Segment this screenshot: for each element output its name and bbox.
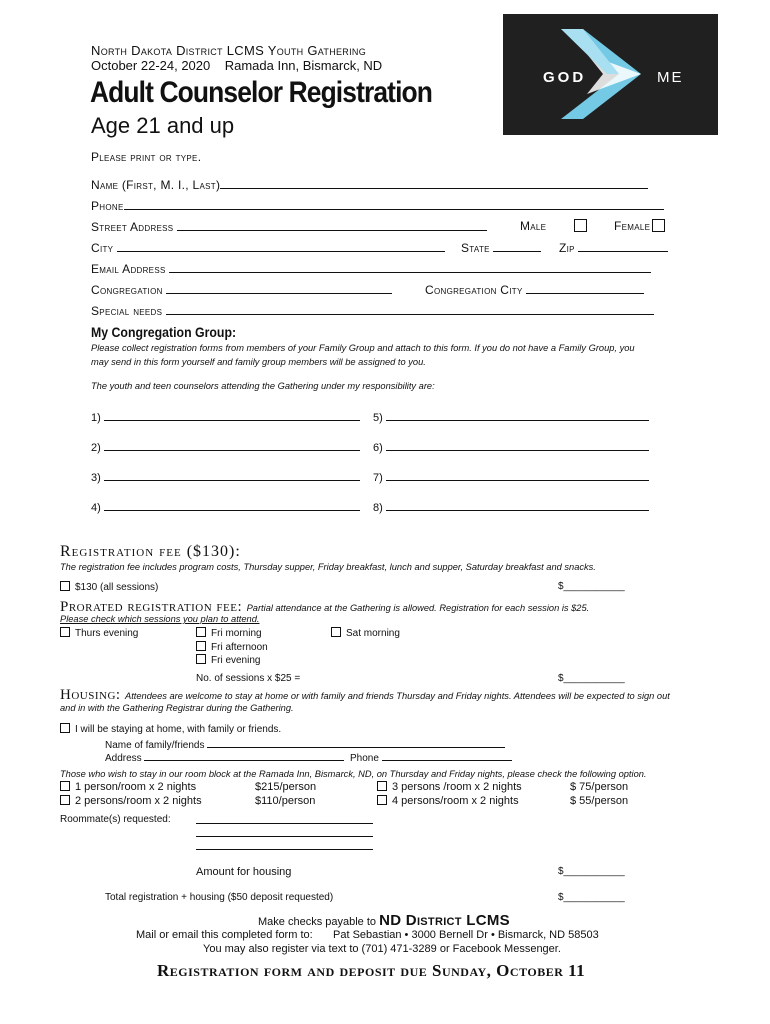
room-4-label: 4 persons/room x 2 nights: [392, 795, 519, 807]
fri-morning-option[interactable]: [196, 627, 262, 639]
total-amount[interactable]: $___________: [558, 892, 625, 903]
youth-number: 1): [91, 412, 101, 424]
sat-morning-checkbox[interactable]: [331, 627, 341, 637]
street-field[interactable]: [91, 219, 487, 234]
youth-line-8[interactable]: [373, 499, 649, 514]
prorated-amount[interactable]: $___________: [558, 673, 625, 684]
youth-line-1[interactable]: [91, 409, 360, 424]
roommate-label: Roommate(s) requested:: [60, 814, 171, 825]
room-price-4: $ 55/person: [570, 795, 629, 807]
group-heading: My Congregation Group:: [91, 324, 237, 340]
youth-number: 5): [373, 412, 383, 424]
state-field[interactable]: [461, 240, 541, 255]
congregation-field[interactable]: [91, 282, 392, 297]
phone-field[interactable]: [91, 198, 664, 213]
checks-payable: [258, 912, 510, 929]
page-subtitle: Age 21 and up: [91, 113, 235, 138]
special-needs-field[interactable]: [91, 303, 654, 318]
prorated-note: Partial attendance at the Gathering is allowed. Registration for each session is $25.: [246, 603, 590, 613]
youth-number: 7): [373, 472, 383, 484]
room-2-label: 2 persons/room x 2 nights: [75, 795, 202, 807]
street-label: Street Address: [91, 220, 174, 234]
youth-line-7[interactable]: [373, 469, 649, 484]
venue: Ramada Inn, Bismarck, ND: [224, 58, 383, 73]
room-option-1[interactable]: [60, 781, 196, 793]
youth-line-6[interactable]: [373, 439, 649, 454]
female-checkbox[interactable]: [652, 219, 665, 232]
group-text-2: may send in this form yourself and family group members will be assigned to you.: [91, 357, 426, 367]
housing-heading: Housing:: [60, 687, 121, 703]
youth-number: 2): [91, 442, 101, 454]
checks-label: Make checks payable to: [258, 916, 377, 928]
fee-amount[interactable]: $___________: [558, 581, 625, 592]
male-checkbox[interactable]: [574, 219, 587, 232]
youth-line-4[interactable]: [91, 499, 360, 514]
thurs-label: Thurs evening: [75, 628, 139, 639]
event-dates: [91, 58, 382, 73]
room-block-note: Those who wish to stay in our room block at the Ramada Inn, Bismarck, ND, on Thursday and Friday nights, please check the following option.: [60, 769, 647, 779]
group-text-3: The youth and teen counselors attending the Gathering under my responsibility are:: [91, 381, 435, 391]
dates: October 22-24, 2020: [91, 58, 211, 73]
prorated-heading: Prorated registration fee:: [60, 599, 243, 615]
male-label: Male: [520, 219, 547, 233]
payee: ND District LCMS: [379, 912, 510, 929]
stay-home-option[interactable]: [60, 723, 281, 735]
fri-evening-option[interactable]: [196, 654, 260, 666]
fri-morning-checkbox[interactable]: [196, 627, 206, 637]
email-label: Email Address: [91, 262, 166, 276]
all-sessions-checkbox[interactable]: [60, 581, 70, 591]
logo-god: GOD: [543, 69, 587, 86]
sat-morning-label: Sat morning: [346, 628, 400, 639]
female-label: Female: [614, 219, 651, 233]
housing-address-field[interactable]: [105, 751, 344, 764]
page-title: Adult Counselor Registration: [90, 76, 433, 109]
room-option-4[interactable]: [377, 795, 519, 807]
housing-note-2: and in with the Gathering Registrar during the Gathering.: [60, 703, 294, 713]
due-date: Registration form and deposit due Sunday, October 11: [157, 961, 586, 980]
special-needs-label: Special needs: [91, 304, 163, 318]
youth-line-2[interactable]: [91, 439, 360, 454]
fri-morning-label: Fri morning: [211, 628, 262, 639]
name-field[interactable]: [91, 177, 648, 192]
roommate-lines[interactable]: [196, 814, 373, 850]
room-3-label: 3 persons /room x 2 nights: [392, 781, 522, 793]
fee-heading: Registration fee ($130):: [60, 543, 241, 560]
mail-address: Pat Sebastian • 3000 Bernell Dr • Bismarck, ND 58503: [333, 929, 599, 941]
youth-number: 8): [373, 502, 383, 514]
stay-home-checkbox[interactable]: [60, 723, 70, 733]
youth-number: 3): [91, 472, 101, 484]
housing-phone-label: Phone: [350, 753, 379, 764]
sat-morning-option[interactable]: [331, 627, 400, 639]
zip-label: Zip: [559, 241, 575, 255]
print-instruction: Please print or type.: [91, 150, 202, 164]
room-3-checkbox[interactable]: [377, 781, 387, 791]
room-2-checkbox[interactable]: [60, 795, 70, 805]
fri-afternoon-checkbox[interactable]: [196, 641, 206, 651]
female-option[interactable]: [614, 219, 669, 233]
city-label: City: [91, 241, 114, 255]
logo-chevron-icon: [503, 14, 718, 135]
housing-address-label: Address: [105, 753, 142, 764]
housing-phone-field[interactable]: [350, 751, 512, 764]
check-sessions-note: Please check which sessions you plan to attend.: [60, 614, 260, 624]
youth-line-5[interactable]: [373, 409, 649, 424]
youth-line-3[interactable]: [91, 469, 360, 484]
group-text-1: Please collect registration forms from members of your Family Group and attach to this form. If you do not have a Family Group, you: [91, 343, 635, 353]
housing-row: [60, 686, 670, 704]
gathering-logo: [503, 14, 718, 135]
congregation-label: Congregation: [91, 283, 163, 297]
all-sessions-label: $130 (all sessions): [75, 582, 159, 593]
housing-note-1: Attendees are welcome to stay at home or with family and friends Thursday and Friday nights. Attendees will be expected to sign out: [125, 691, 670, 701]
congregation-city-label: Congregation City: [425, 283, 523, 297]
stay-home-label: I will be staying at home, with family or friends.: [75, 724, 282, 735]
fri-evening-checkbox[interactable]: [196, 654, 206, 664]
room-4-checkbox[interactable]: [377, 795, 387, 805]
housing-amount-label: Amount for housing: [196, 866, 292, 878]
fri-afternoon-option[interactable]: [196, 641, 268, 653]
all-sessions-option[interactable]: [60, 581, 158, 593]
logo-me: ME: [657, 69, 684, 86]
youth-number: 6): [373, 442, 383, 454]
room-option-2[interactable]: [60, 795, 202, 807]
email-field[interactable]: [91, 261, 651, 276]
room-option-3[interactable]: [377, 781, 522, 793]
sessions-calc: No. of sessions x $25 =: [196, 673, 301, 684]
room-price-3: $ 75/person: [570, 781, 629, 793]
thurs-option[interactable]: [60, 627, 138, 639]
state-label: State: [461, 241, 490, 255]
fri-evening-label: Fri evening: [211, 655, 261, 666]
room-price-2: $110/person: [255, 795, 316, 807]
male-option[interactable]: [520, 219, 591, 233]
name-label: Name (First, M. I., Last): [91, 178, 221, 192]
family-name-field[interactable]: [105, 738, 505, 751]
zip-field[interactable]: [559, 240, 668, 255]
city-field[interactable]: [91, 240, 445, 255]
family-name-label: Name of family/friends: [105, 740, 205, 751]
congregation-city-field[interactable]: [425, 282, 644, 297]
mail-label: Mail or email this completed form to:: [136, 929, 313, 941]
youth-number: 4): [91, 502, 101, 514]
thurs-checkbox[interactable]: [60, 627, 70, 637]
room-price-1: $215/person: [255, 781, 317, 793]
phone-label: Phone: [91, 199, 124, 213]
fri-afternoon-label: Fri afternoon: [211, 642, 268, 653]
text-register: You may also register via text to (701) 471-3289 or Facebook Messenger.: [203, 943, 561, 955]
org-name: North Dakota District LCMS Youth Gathering: [91, 43, 366, 58]
housing-amount[interactable]: $___________: [558, 866, 625, 877]
room-1-label: 1 person/room x 2 nights: [75, 781, 197, 793]
fee-note: The registration fee includes program costs, Thursday supper, Friday breakfast, lunch and supper, Saturday breakfast and snacks.: [60, 562, 596, 572]
room-1-checkbox[interactable]: [60, 781, 70, 791]
total-label: Total registration + housing ($50 deposit requested): [105, 892, 334, 903]
